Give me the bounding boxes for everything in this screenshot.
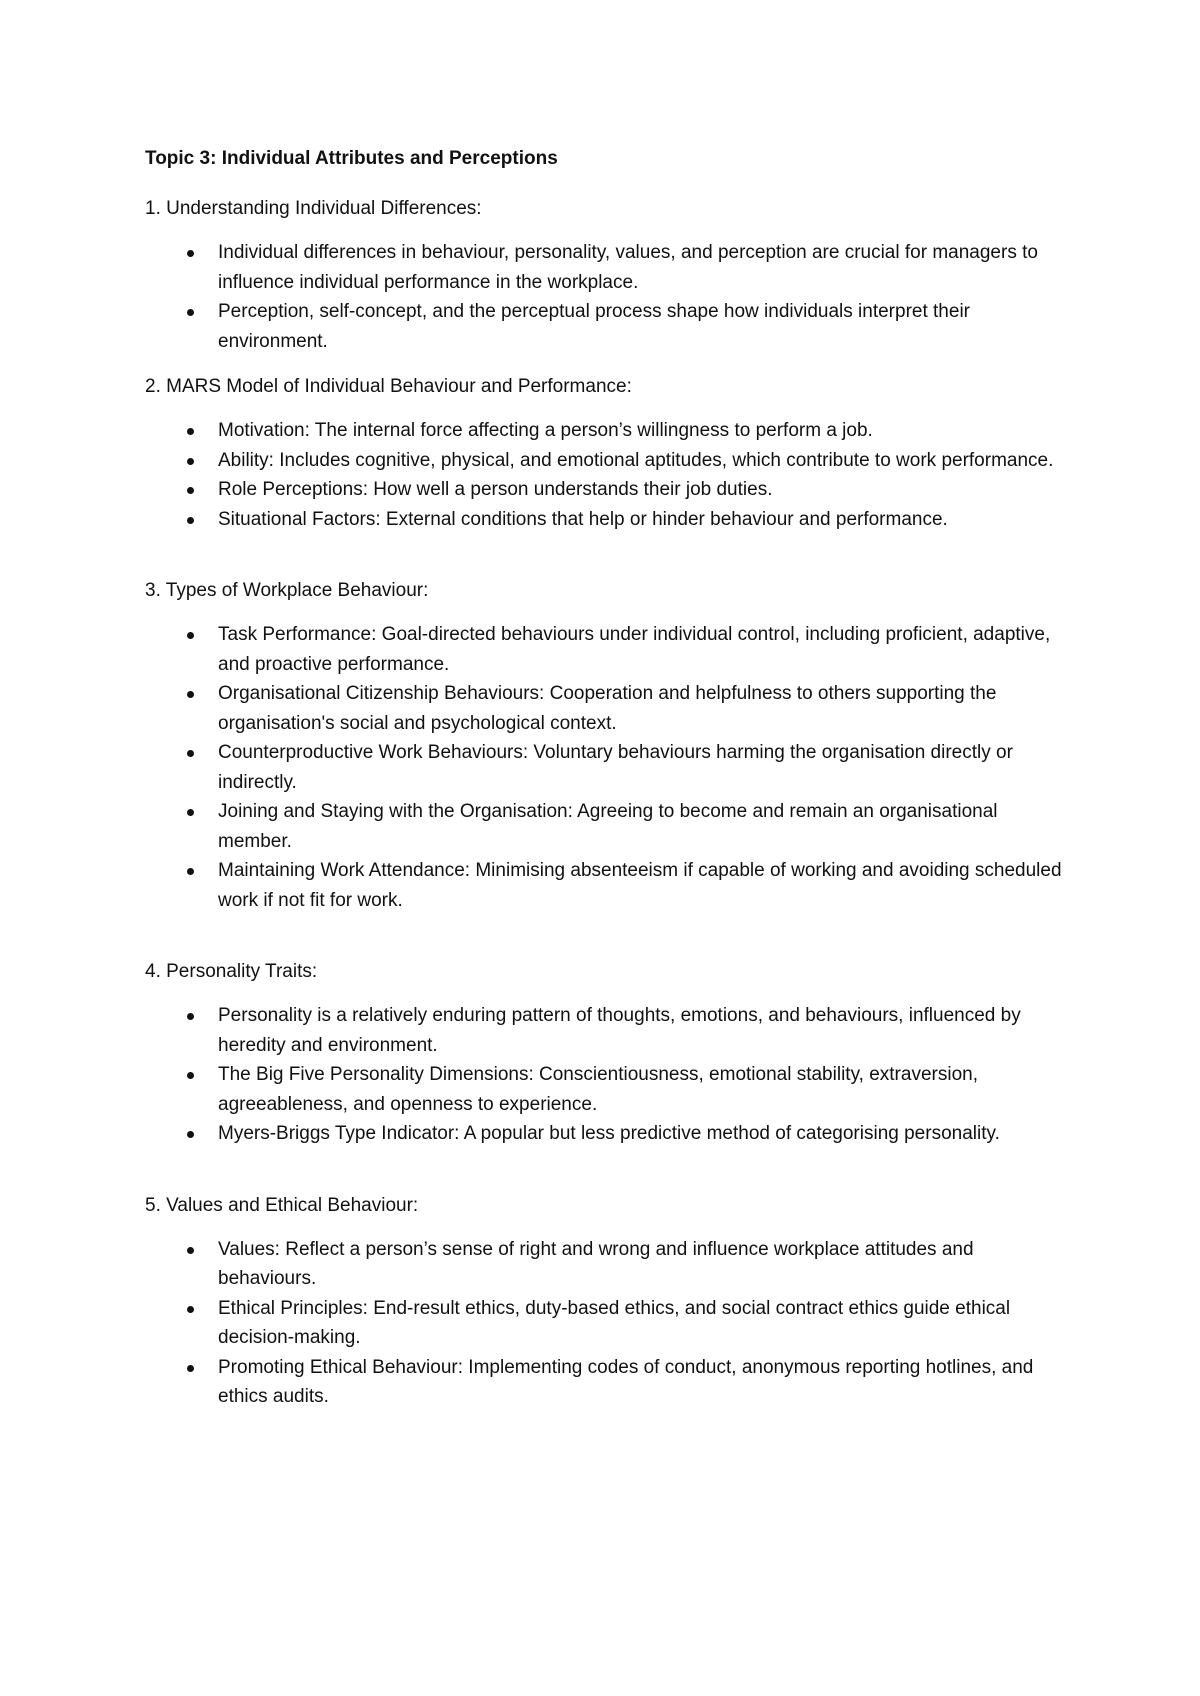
bullet-icon [187, 517, 194, 524]
list-item-text: Individual differences in behaviour, personality, values, and perception are crucial for managers to influence individual performance in the workplace. [218, 242, 1038, 293]
list-item [145, 1294, 1075, 1353]
bullet-list [145, 238, 1075, 356]
list-item-text: Maintaining Work Attendance: Minimising absenteeism if capable of working and avoiding scheduled work if not fit for work. [218, 860, 1062, 911]
list-item-text: Joining and Staying with the Organisation: Agreeing to become and remain an organisational member. [218, 801, 998, 852]
bullet-icon [187, 750, 194, 757]
list-item [145, 475, 1075, 505]
list-item-text: Counterproductive Work Behaviours: Voluntary behaviours harming the organisation directly or indirectly. [218, 742, 1013, 793]
bullet-list [145, 1235, 1075, 1412]
list-item-text: The Big Five Personality Dimensions: Conscientiousness, emotional stability, extraversion, agreeableness, and openness to experience. [218, 1064, 978, 1115]
section-5 [145, 1193, 1075, 1412]
bullet-icon [187, 428, 194, 435]
section-4 [145, 959, 1075, 1149]
list-item-text: Situational Factors: External conditions that help or hinder behaviour and performance. [218, 508, 948, 530]
list-item-text: Promoting Ethical Behaviour: Implementing codes of conduct, anonymous reporting hotlines, and ethics audits. [218, 1356, 1034, 1407]
document-title: Topic 3: Individual Attributes and Perceptions [145, 148, 558, 169]
list-item [145, 297, 1075, 356]
list-item-text: Myers-Briggs Type Indicator: A popular but less predictive method of categorising personality. [218, 1123, 1000, 1144]
list-item [145, 1119, 1075, 1149]
section-2 [145, 374, 1075, 534]
list-item-text: Values: Reflect a person’s sense of right and wrong and influence workplace attitudes and behaviours. [218, 1238, 974, 1289]
list-item-text: Ability: Includes cognitive, physical, and emotional aptitudes, which contribute to work performance. [218, 449, 1054, 471]
list-item [145, 856, 1075, 915]
bullet-icon [187, 1072, 194, 1079]
section-heading: 5. Values and Ethical Behaviour: [145, 1194, 419, 1216]
list-item-text: Motivation: The internal force affecting a person’s willingness to perform a job. [218, 420, 873, 441]
bullet-icon [187, 1131, 194, 1138]
list-item [145, 238, 1075, 297]
section-heading: 2. MARS Model of Individual Behaviour and Performance: [145, 376, 632, 397]
bullet-icon [187, 458, 194, 465]
list-item-text: Ethical Principles: End-result ethics, duty-based ethics, and social contract ethics guide ethical decision-making. [218, 1297, 1011, 1348]
bullet-icon [187, 1365, 194, 1372]
section-3 [145, 578, 1075, 915]
list-item [145, 1235, 1075, 1294]
list-item [145, 797, 1075, 856]
list-item-text: Role Perceptions: How well a person understands their job duties. [218, 479, 773, 500]
bullet-icon [187, 487, 194, 494]
bullet-icon [187, 809, 194, 816]
list-item [145, 1060, 1075, 1119]
list-item [145, 1353, 1075, 1412]
bullet-icon [187, 250, 194, 257]
section-heading: 4. Personality Traits: [145, 961, 318, 982]
list-item [145, 1001, 1075, 1060]
section-1 [145, 196, 1075, 356]
list-item [145, 679, 1075, 738]
bullet-icon [187, 1013, 194, 1020]
list-item [145, 505, 1075, 535]
bullet-icon [187, 691, 194, 698]
list-item-text: Perception, self-concept, and the perceptual process shape how individuals interpret their environment. [218, 301, 970, 352]
list-item [145, 738, 1075, 797]
bullet-icon [187, 868, 194, 875]
list-item-text: Task Performance: Goal-directed behaviours under individual control, including proficient, adaptive, and proactive performance. [218, 624, 1051, 675]
section-heading: 3. Types of Workplace Behaviour: [145, 580, 429, 601]
bullet-list [145, 416, 1075, 534]
bullet-list [145, 1001, 1075, 1149]
section-heading: 1. Understanding Individual Differences: [145, 198, 482, 219]
list-item [145, 446, 1075, 476]
list-item [145, 416, 1075, 446]
bullet-icon [187, 1247, 194, 1254]
list-item-text: Organisational Citizenship Behaviours: Cooperation and helpfulness to others supporting the organisation's social and psychological context. [218, 683, 997, 734]
document-page [145, 146, 1075, 1412]
list-item-text: Personality is a relatively enduring pattern of thoughts, emotions, and behaviours, influenced by heredity and environment. [218, 1005, 1021, 1056]
list-item [145, 620, 1075, 679]
bullet-list [145, 620, 1075, 915]
bullet-icon [187, 1306, 194, 1313]
bullet-icon [187, 309, 194, 316]
bullet-icon [187, 632, 194, 639]
